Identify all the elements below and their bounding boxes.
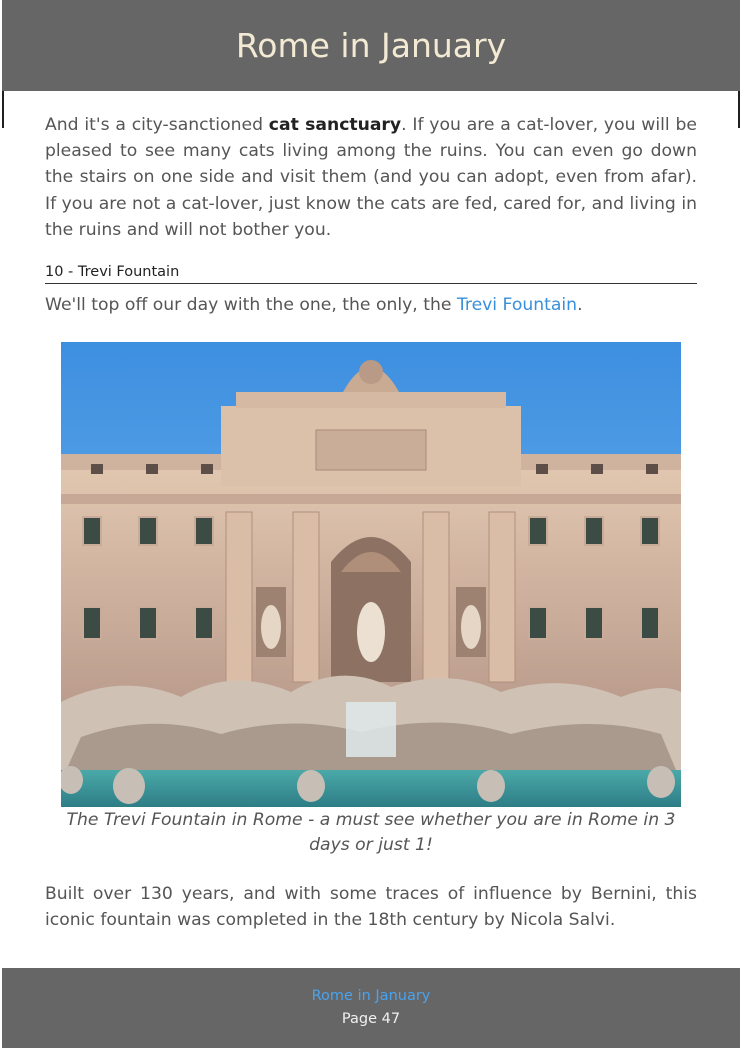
trevi-fountain-photo (61, 342, 681, 807)
header-title: Rome in January (235, 26, 507, 65)
page-number: Page 47 (341, 1011, 401, 1027)
trevi-fountain-illustration (61, 342, 681, 807)
paragraph-1-text-start: And it's a city-sanctioned (45, 115, 269, 135)
photo-caption: The Trevi Fountain in Rome - a must see whether you are in Rome in 3 days or just 1! (66, 810, 676, 855)
cat-sanctuary-bold: cat sanctuary (268, 115, 402, 135)
page-footer (2, 968, 740, 1048)
page-edge-right (738, 91, 740, 128)
paragraph-cat-sanctuary (45, 112, 697, 243)
page-edge-left (2, 91, 4, 128)
section-heading-trevi (45, 264, 697, 284)
paragraph-fountain-history: Built over 130 years, and with some traces of influence by Bernini, this iconic fountain was completed in the 18th century by Nicola Salvi. (45, 884, 697, 930)
trevi-intro (45, 292, 697, 318)
trevi-fountain-link[interactable]: Trevi Fountain (456, 295, 578, 315)
section-heading-text: 10 - Trevi Fountain (45, 264, 180, 280)
paragraph-1-text-end: . If you are a cat-lover, you will be pleased to see many cats living among the ruins. You can even go down the stairs on one side and visit them (and you can adopt, even from afar). If you are not a cat-lover, just know the cats are fed, cared for, and living in the ruins and will not bother you. (45, 115, 697, 240)
footer-title-link[interactable]: Rome in January (311, 988, 431, 1004)
page-header (2, 0, 740, 91)
trevi-intro-text: We'll top off our day with the one, the only, the (45, 295, 457, 315)
trevi-intro-end: . (577, 295, 583, 315)
